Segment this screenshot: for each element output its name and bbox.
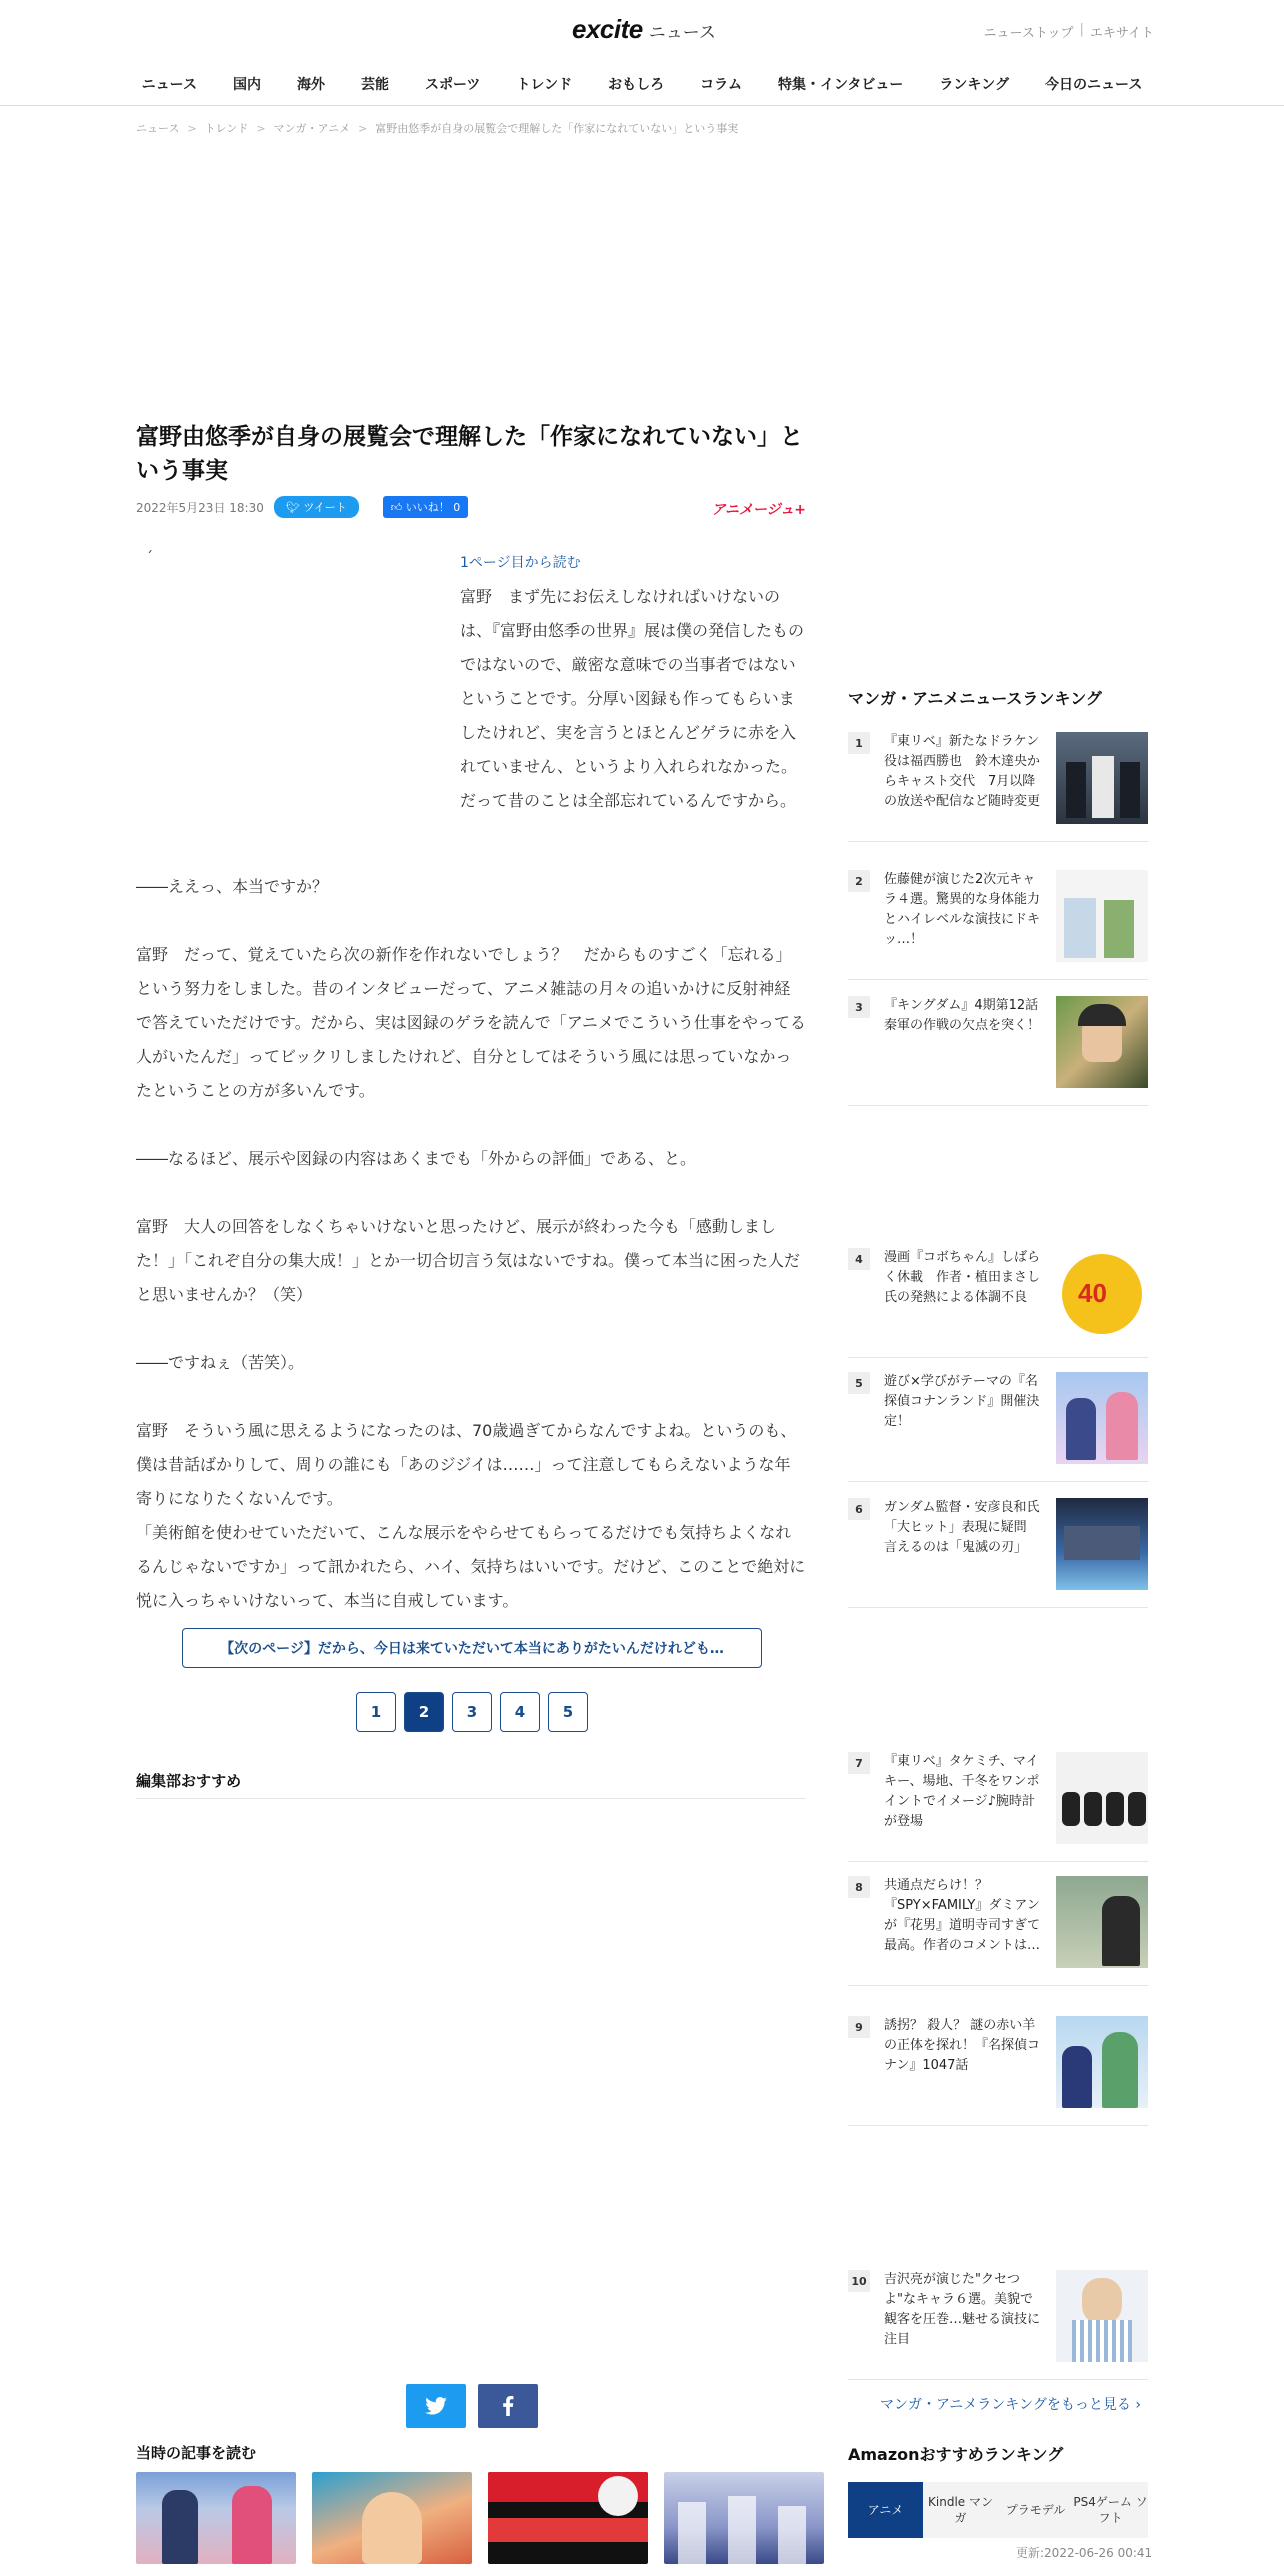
tab-kindle-manga[interactable]: Kindle マンガ xyxy=(928,2495,993,2525)
rank-thumbnail xyxy=(1056,732,1148,824)
past-article-thumbnail[interactable] xyxy=(664,2472,824,2564)
breadcrumb-current: 富野由悠季が自身の展覧会で理解した「作家になれていない」という事実 xyxy=(375,122,739,135)
twitter-icon xyxy=(425,2397,447,2415)
rank-number: 9 xyxy=(848,2016,870,2038)
thumbs-up-icon: 👍︎ xyxy=(390,501,403,514)
rank-number: 3 xyxy=(848,996,870,1018)
breadcrumb-trend[interactable]: トレンド xyxy=(204,122,249,135)
rank-headline: 遊び×学びがテーマの『名探偵コナンランド』開催決定！ xyxy=(884,1374,1040,1429)
global-nav xyxy=(0,66,1284,106)
ranking-item[interactable] xyxy=(848,1372,1148,1482)
logo-mark: excite xyxy=(572,14,643,44)
page-2[interactable]: 2 xyxy=(404,1692,444,1732)
facebook-icon xyxy=(502,2396,514,2416)
past-articles xyxy=(136,2472,824,2564)
breadcrumb-manga-anime[interactable]: マンガ・アニメ xyxy=(273,122,351,135)
nav-column[interactable]: コラム xyxy=(700,77,742,93)
article-meta xyxy=(136,496,806,518)
nav-trend[interactable]: トレンド xyxy=(516,77,573,93)
rank-thumbnail xyxy=(1056,2016,1148,2108)
next-page-button[interactable]: 【次のページ】だから、今日は来ていただいて本当にありがたいんだけれども… xyxy=(182,1628,762,1668)
ranking-item[interactable] xyxy=(848,732,1148,842)
facebook-share-button[interactable] xyxy=(478,2384,538,2428)
nav-overseas[interactable]: 海外 xyxy=(296,77,325,93)
past-article-thumbnail[interactable] xyxy=(312,2472,472,2564)
nav-ranking[interactable]: ランキング xyxy=(939,77,1010,93)
excite-logo[interactable] xyxy=(572,14,716,45)
pagination xyxy=(356,1692,588,1732)
rank-number: 8 xyxy=(848,1876,870,1898)
recommend-heading: 編集部おすすめ xyxy=(136,1772,242,1790)
rank-headline: 佐藤健が演じた2次元キャラ４選。驚異的な身体能力とハイレベルな演技にドキッ…！ xyxy=(884,872,1041,947)
lead-section xyxy=(136,550,806,870)
ranking-item[interactable] xyxy=(848,2016,1148,2126)
rank-thumbnail: 40 xyxy=(1056,1248,1148,1340)
paragraph: 富野 だって、覚えていたら次の新作を作れないでしょう？ だからものすごく「忘れる」という努力をしました。昔のインタビューだって、アニメ雑誌の月々の追いかけに反射神経で答えていただけです。だから、実は図録のゲラを読んで「アニメでこういう仕事をやってる人がいたんだ」ってビックリしましたけれど、自分としてはそういう風には思っていなかったということの方が多いんです。 xyxy=(136,945,806,1100)
breadcrumb-news[interactable]: ニュース xyxy=(136,122,180,135)
rank-headline: 共通点だらけ！？『SPY×FAMILY』ダミアンが『花男』道明寺司すぎて最高。作者のコメントは… xyxy=(884,1878,1041,1953)
article xyxy=(136,420,806,1618)
amazon-tabs xyxy=(848,2482,1148,2538)
paragraph: ――ええっ、本当ですか？ xyxy=(136,877,329,896)
rank-thumbnail xyxy=(1056,1752,1148,1844)
rank-number: 5 xyxy=(848,1372,870,1394)
rank-headline: ガンダム監督・安彦良和氏「大ヒット」表現に疑問 言えるのは「鬼滅の刃」 xyxy=(884,1500,1040,1555)
chevron-right-icon: › xyxy=(1135,2397,1141,2413)
rank-thumbnail xyxy=(1056,1372,1148,1464)
rank-headline: 誘拐？ 殺人？ 謎の赤い羊の正体を探れ！『名探偵コナン』1047話 xyxy=(884,2018,1041,2073)
paragraph: 富野 大人の回答をしなくちゃいけないと思ったけど、展示が終わった今も「感動しました！」「これぞ自分の集大成！」とか一切合切言う気はないですね。僕って本当に困った人だと思いませんか？（笑） xyxy=(136,1217,801,1304)
ranking-item[interactable] xyxy=(848,996,1148,1106)
past-article-thumbnail[interactable] xyxy=(136,2472,296,2564)
excite-link[interactable]: エキサイト xyxy=(1089,26,1154,41)
breadcrumb: ニュース > トレンド > マンガ・アニメ > 富野由悠季が自身の展覧会で理解した「作家になれていない」という事実 xyxy=(136,122,739,135)
divider xyxy=(136,1798,806,1799)
ranking-title: マンガ・アニメニュースランキング xyxy=(848,689,1102,708)
ranking-item[interactable] xyxy=(848,2270,1148,2380)
ranking-item[interactable] xyxy=(848,1752,1148,1862)
nav-entertainment[interactable]: 芸能 xyxy=(360,77,389,93)
article-title: 富野由悠季が自身の展覧会で理解した「作家になれていない」という事実 xyxy=(136,424,803,484)
read-from-first-page-link[interactable]: 1ページ目から読む xyxy=(460,555,581,571)
nav-domestic[interactable]: 国内 xyxy=(232,77,261,93)
rank-headline: 漫画『コボちゃん』しばらく休載 作者・植田まさし氏の発熱による体調不良 xyxy=(884,1250,1041,1305)
more-ranking-link[interactable]: マンガ・アニメランキングをもっと見る › xyxy=(880,2397,1141,2413)
twitter-share-button[interactable] xyxy=(406,2384,466,2428)
article-body xyxy=(136,870,806,1618)
rank-thumbnail xyxy=(1056,870,1148,962)
rank-number: 6 xyxy=(848,1498,870,1520)
nav-funny[interactable]: おもしろ xyxy=(608,77,665,93)
share-buttons xyxy=(406,2384,538,2428)
tab-anime[interactable]: アニメ xyxy=(848,2482,923,2538)
rank-headline: 『キングダム』4期第12話 秦軍の作戦の欠点を突く！ xyxy=(884,998,1041,1033)
page-3[interactable]: 3 xyxy=(452,1692,492,1732)
like-button[interactable]: 👍︎ いいね！ 0 xyxy=(383,496,469,518)
separator: | xyxy=(1079,22,1084,37)
tab-plamodel[interactable]: プラモデル xyxy=(1005,2503,1066,2517)
rank-number: 7 xyxy=(848,1752,870,1774)
header-links xyxy=(984,22,1154,41)
nav-today[interactable]: 今日のニュース xyxy=(1045,77,1143,93)
rank-thumbnail xyxy=(1056,1876,1148,1968)
source-logo[interactable]: アニメージュ+ xyxy=(711,502,806,518)
rank-number: 4 xyxy=(848,1248,870,1270)
ranking-item[interactable] xyxy=(848,1498,1148,1608)
paragraph: ――なるほど、展示や図録の内容はあくまでも「外からの評価」である、と。 xyxy=(136,1149,697,1168)
tweet-button[interactable]: 🐦︎ ツイート xyxy=(274,496,359,518)
paragraph: 富野 そういう風に思えるようになったのは、70歳過ぎてからなんですよね。というのも、僕は昔話ばかりして、周りの誰にも「あのジジイは……」って注意してもらえないような年寄りになりたくないんです。 xyxy=(136,1421,797,1508)
paragraph: 「美術館を使わせていただいて、こんな展示をやらせてもらってるだけでも気持ちよくなれるんじゃないですか」って訊かれたら、ハイ、気持ちはいいです。だけど、このことで絶対に悦に入っちゃいけないって、本当に自戒しています。 xyxy=(136,1523,806,1610)
tab-ps4-games[interactable]: PS4ゲーム ソフト xyxy=(1073,2495,1148,2525)
rank-number: 1 xyxy=(848,732,870,754)
ranking-item[interactable] xyxy=(848,870,1148,980)
nav-sports[interactable]: スポーツ xyxy=(424,77,481,93)
nav-news[interactable]: ニュース xyxy=(141,77,197,93)
past-article-thumbnail[interactable] xyxy=(488,2472,648,2564)
ranking-item[interactable] xyxy=(848,1248,1148,1358)
rank-thumbnail xyxy=(1056,996,1148,1088)
news-top-link[interactable]: ニューストップ xyxy=(983,26,1074,41)
past-articles-heading: 当時の記事を読む xyxy=(136,2444,257,2462)
updated-timestamp: 更新:2022-06-26 00:41 xyxy=(1016,2546,1153,2560)
rank-thumbnail xyxy=(1056,2270,1148,2362)
nav-feature[interactable]: 特集・インタビュー xyxy=(777,77,904,93)
page-5[interactable]: 5 xyxy=(548,1692,588,1732)
amazon-ranking-title: Amazonおすすめランキング xyxy=(848,2445,1064,2464)
ranking-item[interactable] xyxy=(848,1876,1148,1986)
page-1[interactable]: 1 xyxy=(356,1692,396,1732)
lead-image-mark: ´ xyxy=(146,550,153,566)
lead-paragraph: 富野 まず先にお伝えしなければいけないのは、『富野由悠季の世界』展は僕の発信したものではないので、厳密な意味での当事者ではないということです。分厚い図録も作ってもらいましたけれど、実を言うとほとんどゲラに赤を入れていません、というより入れられなかった。だって昔のことは全部忘れているんですから。 xyxy=(460,587,805,810)
rank-headline: 吉沢亮が演じた"クセつよ"なキャラ６選。美貌で観客を圧巻…魅せる演技に注目 xyxy=(884,2272,1041,2347)
rank-headline: 『東リベ』タケミチ、マイキー、場地、千冬をワンポイントでイメージ♪腕時計が登場 xyxy=(884,1754,1040,1829)
rank-thumbnail xyxy=(1056,1498,1148,1590)
paragraph: ――ですねぇ（苦笑）。 xyxy=(136,1353,305,1372)
rank-number: 2 xyxy=(848,870,870,892)
rank-headline: 『東リベ』新たなドラケン役は福西勝也 鈴木達央からキャスト交代 7月以降の放送や配信など随時変更 xyxy=(884,734,1041,809)
twitter-bird-icon: 🐦︎ xyxy=(285,501,300,514)
logo-text: ニュース xyxy=(648,23,716,43)
publish-date: 2022年5月23日 18:30 xyxy=(136,500,264,515)
rank-number: 10 xyxy=(848,2270,870,2292)
page-4[interactable]: 4 xyxy=(500,1692,540,1732)
